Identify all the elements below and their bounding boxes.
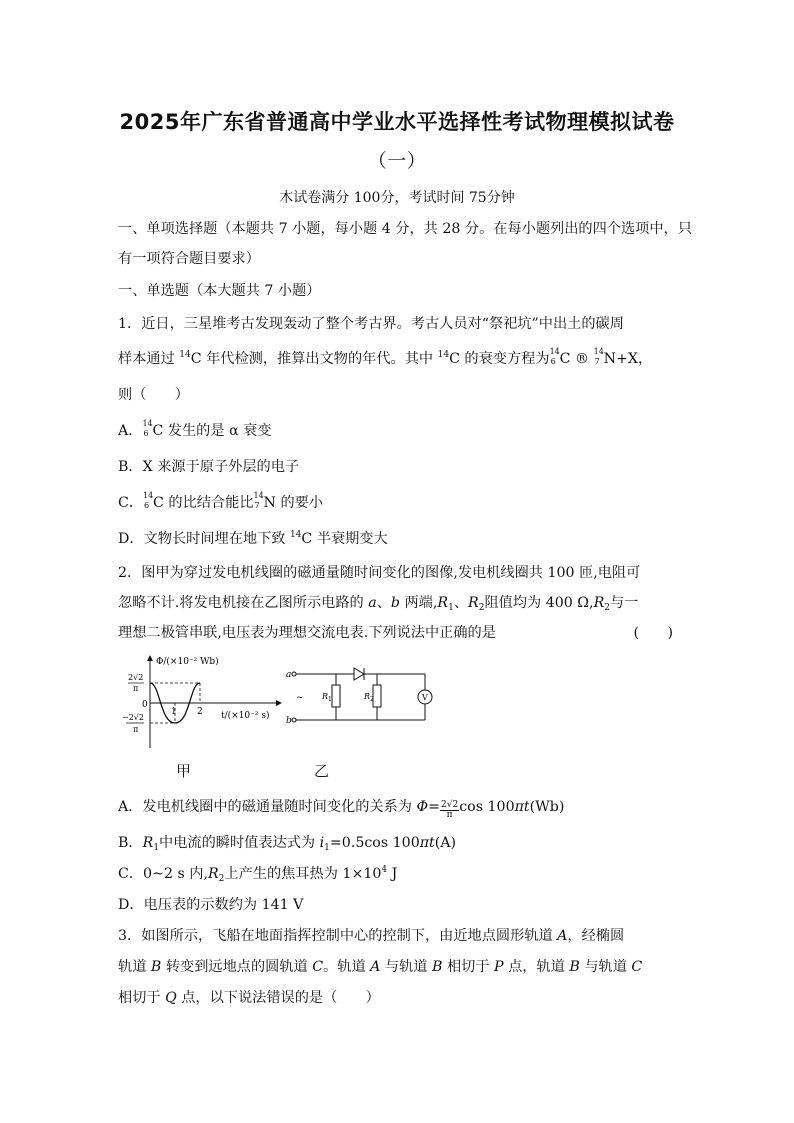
graph-tick-2: 2 bbox=[197, 707, 203, 717]
q3-stem-line1: 3．如图所示，飞船在地面指挥控制中心的控制下，由近地点圆形轨道 A，经椭圆 bbox=[118, 928, 625, 944]
graph-y-axis-label: Φ/(×10⁻² Wb) bbox=[156, 657, 219, 667]
circuit-voltmeter: V bbox=[422, 693, 428, 702]
graph-y-bot-num: −2√2 bbox=[122, 713, 144, 722]
q2-option-b: B．$R_1$中电流的瞬时值表达式为 $i_1=0.5\cos$ 100πt(A) bbox=[118, 835, 457, 853]
q1-option-d: D．文物长时间埋在地下致 $^{14}$C 半衰期变大 bbox=[118, 530, 388, 547]
q1-stem-line1: 1．近日，三星堆考古发现轰动了整个考古界。考古人员对“祭祀坑”中出土的碳周 bbox=[118, 316, 624, 332]
graph-origin: 0 bbox=[142, 700, 148, 710]
exam-title: 2025年广东省普通高中学业水平选择性考试物理模拟试卷 bbox=[119, 110, 675, 134]
q2-stem-line2: 忽略不计.将发电机接在乙图所示电路的 a、b 两端$,R_1$、$R_2$阻值均为 400 $\Omega,R_2$与一 bbox=[118, 595, 639, 613]
flux-time-graph bbox=[118, 652, 288, 752]
section-subheading: 一、单选题（本大题共 7 小题） bbox=[118, 283, 321, 299]
figure-caption-yi: 乙 bbox=[314, 762, 330, 780]
q2-option-a: A．发电机线圈中的磁通量随时间变化的关系为 Φ= $\frac{2√2}{\pi}$ cos 100πt(Wb) bbox=[118, 799, 565, 820]
q1-option-c: C． 14 6 C 的比结合能比 14 7 N 的要小 bbox=[118, 491, 324, 511]
q2-answer-paren: ( ) bbox=[633, 625, 673, 641]
graph-tick-1: 1 bbox=[171, 707, 177, 717]
circuit-diagram bbox=[284, 660, 434, 730]
q1-stem-line3: 则（ ） bbox=[118, 387, 189, 403]
section-heading: 一、单项选择题（本题共 7 小题，每小题 4 分，共 28 分。在每小题列出的四个选项中，只 bbox=[118, 221, 692, 237]
q2-stem-line1: 2．图甲为穿过发电机线圈的磁通量随时间变化的图像,发电机线圈共 100 匝,电阻可 bbox=[118, 565, 641, 581]
circuit-r1-label: R bbox=[322, 692, 329, 701]
graph-x-axis-label: t/(×10⁻² s) bbox=[221, 711, 270, 721]
q2-option-d: D．电压表的示数约为 141 V bbox=[118, 897, 304, 913]
circuit-ac-source: ~ bbox=[296, 693, 304, 703]
exam-subtitle: 木试卷满分 100分，考试时间 75分钟 bbox=[279, 190, 515, 206]
circuit-r2-label: R bbox=[364, 692, 371, 701]
q3-stem-line3: 相切于 Q 点，以下说法错误的是（ ） bbox=[118, 990, 380, 1006]
circuit-r1-sub: 1 bbox=[328, 696, 332, 703]
graph-y-top-den: π bbox=[133, 684, 139, 693]
q1-option-a: A． 14 6 C 发生的是 α 衰变 bbox=[118, 419, 272, 439]
q1-option-b: B．X 来源于原子外层的电子 bbox=[118, 459, 300, 475]
graph-y-top-num: 2√2 bbox=[128, 673, 144, 682]
circuit-r2-sub: 2 bbox=[370, 696, 374, 703]
q2-option-c: C．0~2 s 内$,R_2$上产生的焦耳热为 $1\times 10^4$ J bbox=[118, 865, 398, 884]
circuit-node-b: b bbox=[286, 716, 292, 726]
section-heading-cont: 有一项符合题目要求） bbox=[118, 251, 260, 267]
graph-y-bot-den: π bbox=[133, 725, 139, 734]
exam-title-part: （一） bbox=[367, 150, 427, 172]
circuit-node-a: a bbox=[286, 670, 292, 680]
figure-caption-jia: 甲 bbox=[176, 762, 192, 780]
q3-stem-line2: 轨道 B 转变到远地点的圆轨道 C。轨道 A 与轨道 B 相切于 P 点，轨道 B 与轨道 C bbox=[118, 959, 643, 975]
q1-stem-line2: 样本通过 $^{14}$C 年代检测，推算出文物的年代。其中 $^{14}$C 的衰变方程为 14 6 C ® 14 7 N+X， bbox=[118, 347, 653, 367]
q2-stem-line3: 理想二极管串联,电压表为理想交流电表.下列说法中正确的是 bbox=[118, 625, 496, 641]
